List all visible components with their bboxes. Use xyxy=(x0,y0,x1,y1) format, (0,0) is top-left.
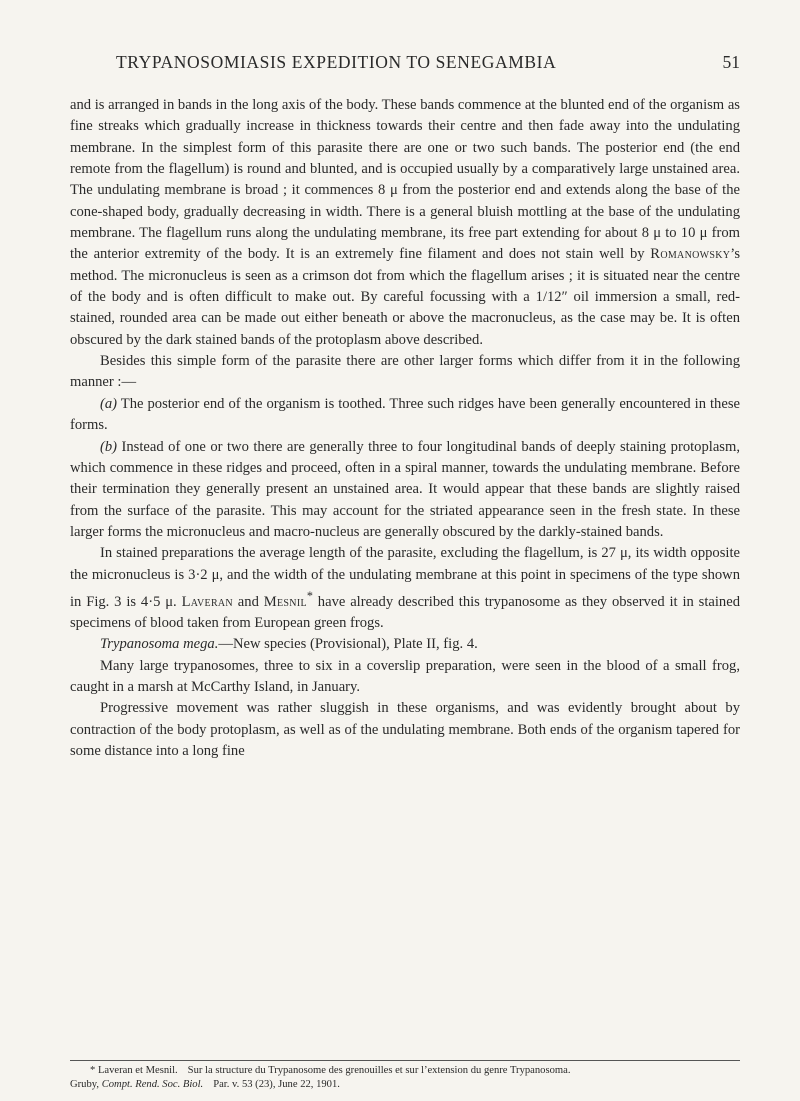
paragraph-3 xyxy=(70,394,740,437)
paragraph-5 xyxy=(70,543,740,634)
author-laveran: Laveran xyxy=(181,593,233,610)
paragraph-1-text-c: oil immersion a small, red-stained, rounded area can be made out either beneath or above the macronucleus, as the case may be. It is often obscured by the dark stained bands of the protoplasm above described. xyxy=(70,289,740,348)
paragraph-5-text-a: In stained preparations the average length of the parasite, excluding the flagellum, is 27 μ, its width opposite the micronucleus is 3·2 μ, and the width of the undulating membrane at this point in specimens of the type shown in Fig. 3 is 4·5 μ. xyxy=(70,545,740,610)
paragraph-1-text-b: ’s method. The micronucleus is seen as a crimson dot from which the flagellum arises ; it is situated near the centre of the body and is often difficult to make out. By careful focussing with a xyxy=(70,246,740,306)
footnote-marker[interactable]: * xyxy=(306,588,313,603)
footnote-title: Sur la structure du Trypanosome des grenouilles et sur l’extension du genre Trypanosoma. xyxy=(187,1065,571,1076)
footnote-authors: * Laveran et Mesnil. xyxy=(90,1065,178,1076)
footnote-volume: Par. v. 53 (23), June 22, 1901. xyxy=(213,1078,340,1090)
paragraph-5-and: and xyxy=(232,593,264,610)
paragraph-1 xyxy=(70,95,740,351)
list-label-b: (b) xyxy=(100,438,118,455)
paragraph-7: Many large trypanosomes, three to six in a coverslip preparation, were seen in the blood of a small frog, caught in a marsh at McCarthy Island, in January. xyxy=(70,657,740,696)
paragraph-4-text: Instead of one or two there are generally three to four longitudinal bands of deeply staining protoplasm, which commence in these ridges and proceed, often in a spiral manner, towards the undulating membrane. Before their termination they generally present an unstained area. It would appear that these bands are slightly raised from the surface of the parasite. This may account for the striated appearance seen in the fresh state. In these larger forms the micronucleus and macro-nucleus are generally obscured by the darkly-stained bands. xyxy=(70,438,740,540)
running-title: TRYPANOSOMIASIS EXPEDITION TO SENEGAMBIA xyxy=(116,52,557,72)
footnote xyxy=(70,1060,740,1091)
list-label-a: (a) xyxy=(100,395,118,412)
page-header xyxy=(70,52,740,82)
paragraph-4 xyxy=(70,437,740,544)
footnote-line-1 xyxy=(70,1064,740,1078)
paragraph-8: Progressive movement was rather sluggish in these organisms, and was evidently brought about by contraction of the body protoplasm, as well as of the undulating membrane. Both ends of the organism tapered for some distance into a long fine xyxy=(70,700,740,760)
body-text xyxy=(70,95,740,763)
paragraph-2: Besides this simple form of the parasite there are other larger forms which differ from it in the following manner :— xyxy=(70,353,740,391)
author-romanowsky: Romanowsky xyxy=(650,246,731,263)
footnote-journal: Compt. Rend. Soc. Biol. xyxy=(101,1078,204,1090)
paragraph-3-text: The posterior end of the organism is toothed. Three such ridges have been generally encountered in these forms. xyxy=(70,395,740,434)
page-number: 51 xyxy=(722,52,740,72)
species-name: Trypanosoma mega. xyxy=(100,636,219,653)
author-mesnil: Mesnil xyxy=(263,593,307,610)
footnote-line-2 xyxy=(70,1078,740,1092)
lens-fraction: 1/12″ xyxy=(535,289,568,306)
paragraph-6 xyxy=(70,634,740,655)
paragraph-1-text-a: and is arranged in bands in the long axis of the body. These bands commence at the blunted end of the organism as fine streaks which gradually increase in thickness towards their centre and then fade away into the undulating membrane. In the simplest form of this parasite there are one or two such bands. The posterior end (the end remote from the flagellum) is round and blunted, and is occupied usually by a comparatively large unstained area. The undulating membrane is broad ; it commences 8 μ from the posterior end and extends along the base of the cone-shaped body, gradually decreasing in width. There is a general bluish mottling at the base of the undulating membrane. The flagellum runs along the undulating membrane, its free part extending for about 8 μ to 10 μ from the anterior extremity of the body. It is an extremely fine filament and does not stain well by xyxy=(70,97,740,263)
paragraph-5-text-b: have already described this trypanosome as they observed it in stained specimens of blood taken from European green frogs. xyxy=(70,593,740,632)
footnote-gruby: Gruby, xyxy=(70,1078,100,1090)
paragraph-6-text: —New species (Provisional), Plate II, fig. 4. xyxy=(218,636,478,653)
